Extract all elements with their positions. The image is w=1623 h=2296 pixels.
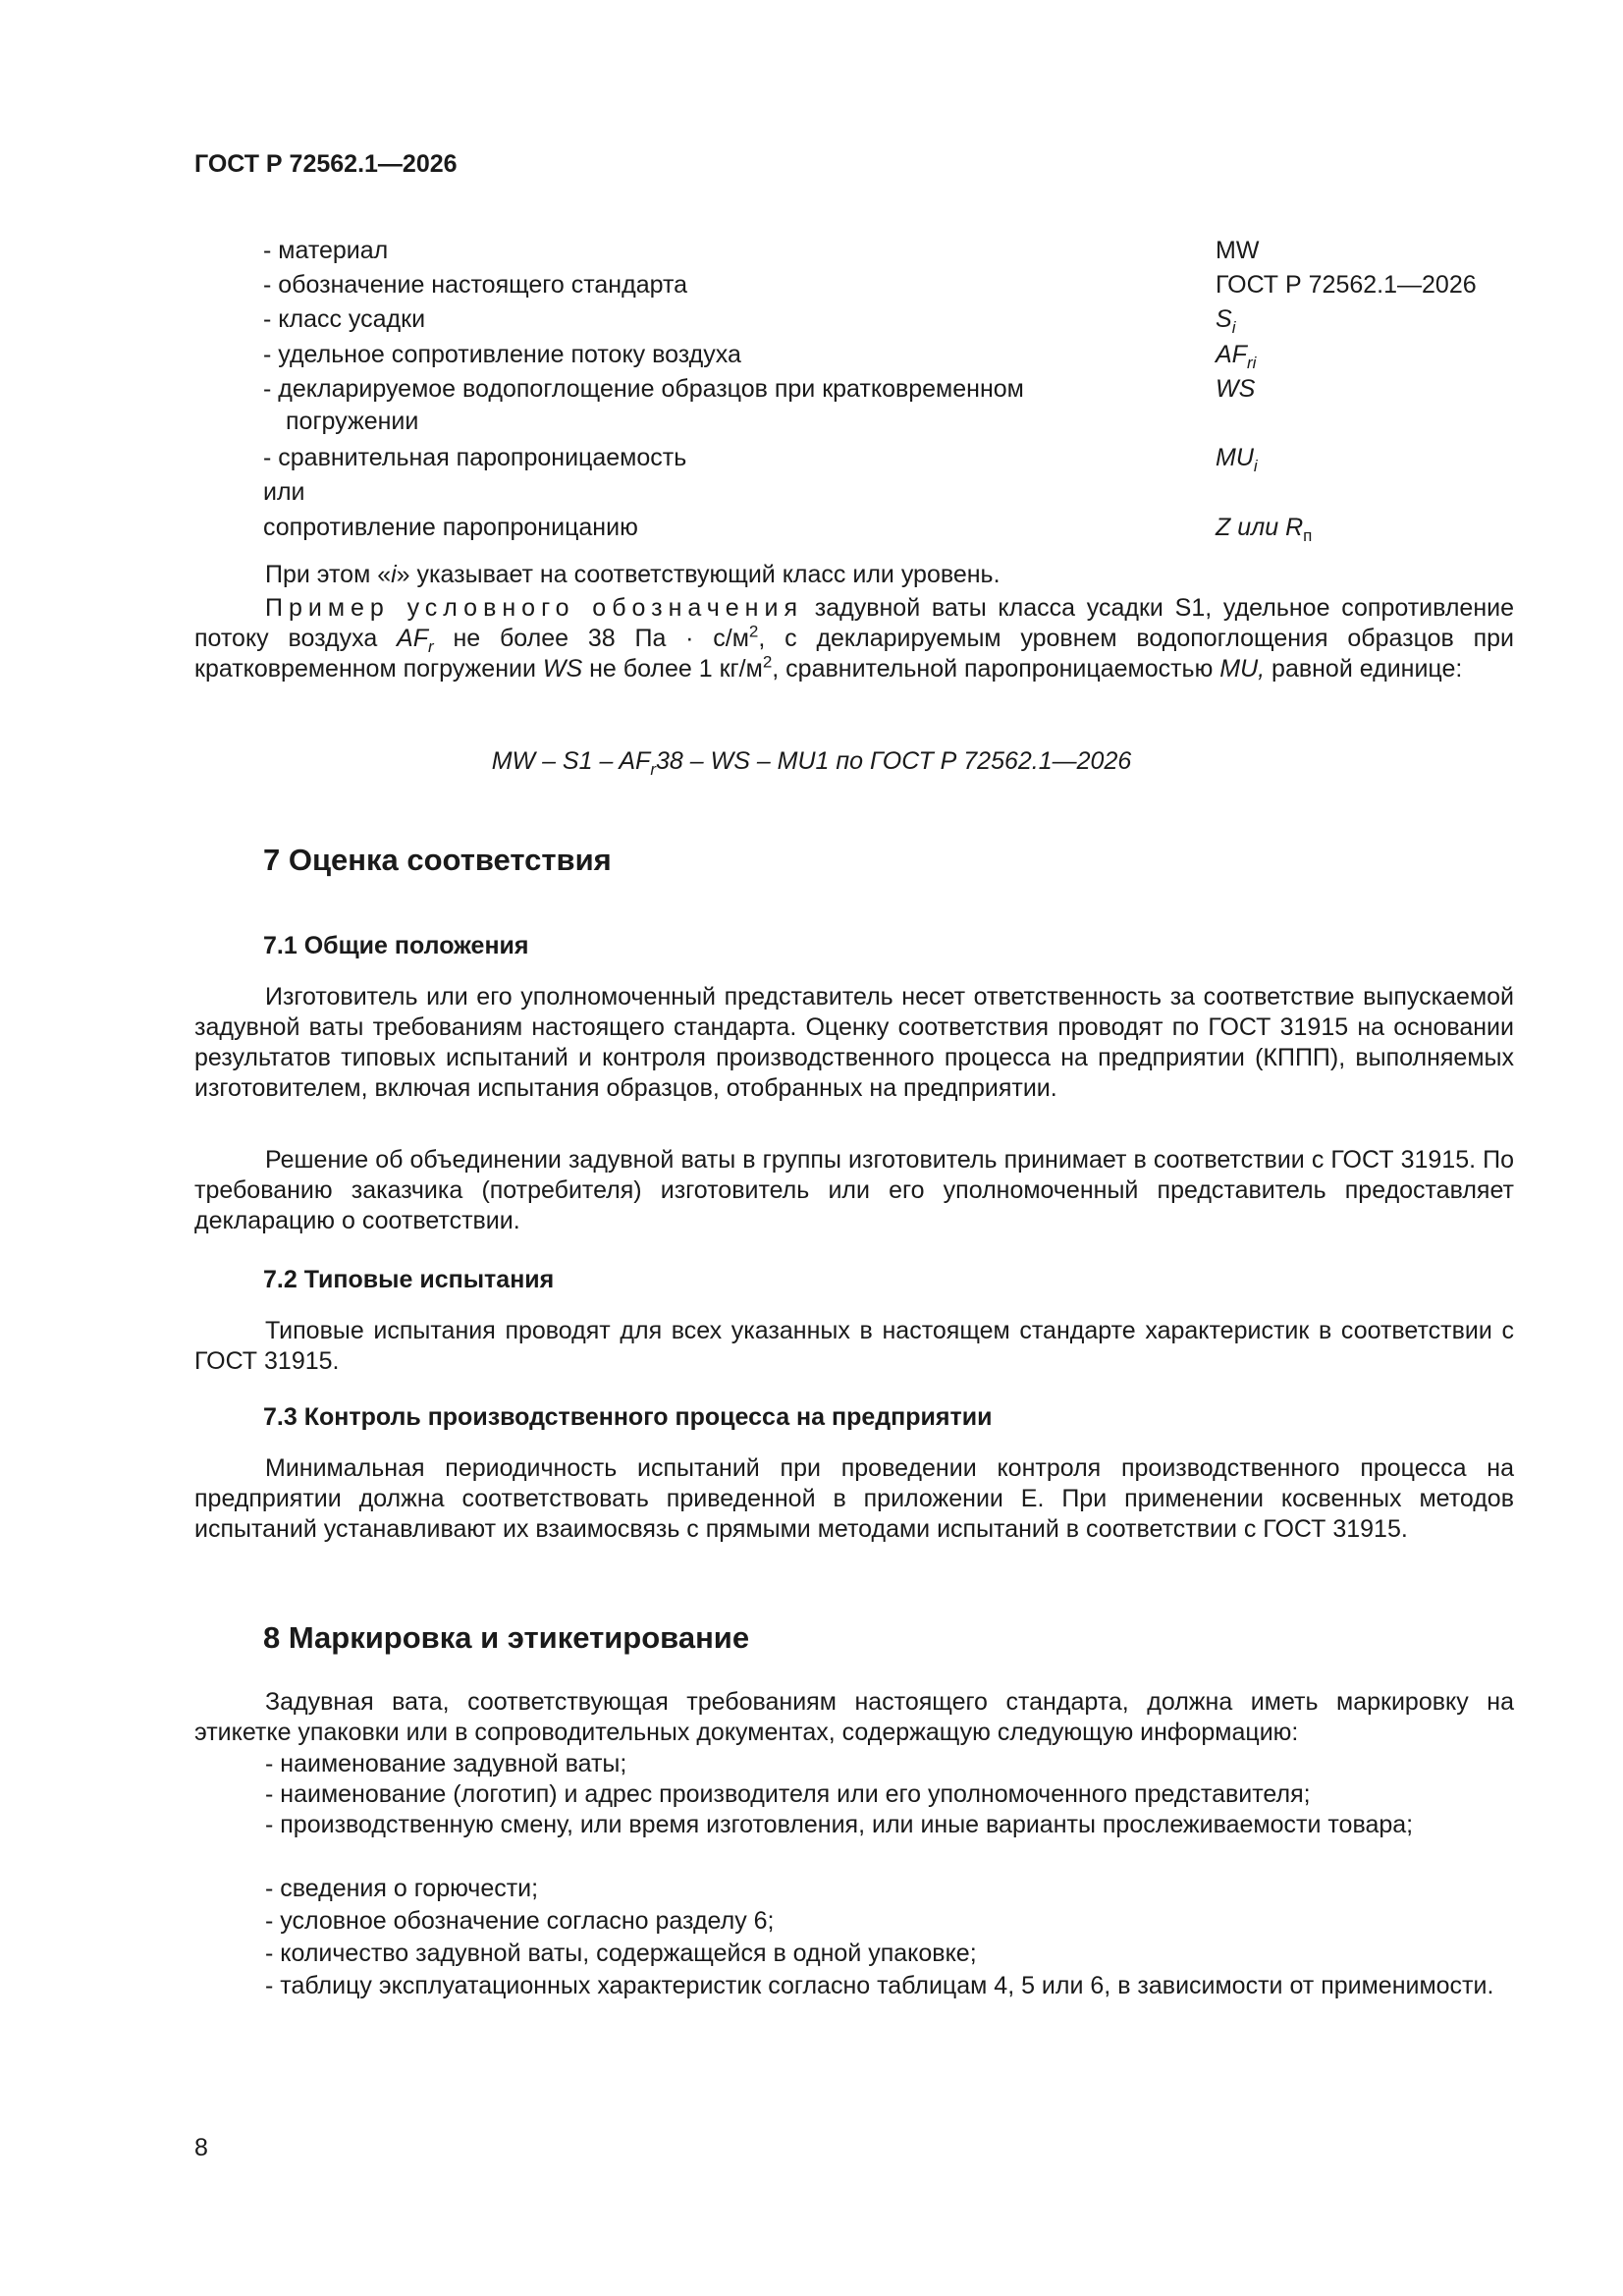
document-header: ГОСТ Р 72562.1—2026 (194, 150, 458, 178)
section-7-title: 7 Оценка соответствия (263, 843, 612, 877)
section-7-3-title: 7.3 Контроль производственного процесса на предприятии (263, 1403, 993, 1431)
designation-formula: MW – $S1 - AF_r38$ – WS – MU1 по ГОСТ Р 72562.1—2026 (491, 747, 1132, 779)
list-item: - таблицу эксплуатационных характеристик согласно таблицам 4, 5 или 6, в зависимости от применимости. (265, 1972, 1494, 1999)
list-item: - производственную смену, или время изготовления, или иные варианты прослеживаемости товара; (265, 1811, 1414, 1838)
note-paragraph: При этом «i» указывает на соответствующий класс или уровень. (265, 561, 1001, 588)
list-item: - наименование задувной ваты; (265, 1750, 627, 1777)
list-item: - условное обозначение согласно разделу 6; (265, 1907, 775, 1935)
section-7-2-paragraph: Типовые испытания проводят для всех указанных в настоящем стандарте характеристик в соответствии с ГОСТ 31915. (194, 1317, 1514, 1375)
section-7-3-paragraph: Минимальная периодичность испытаний при проведении контроля производственного процесса на предприятии должна соответствовать приведенной в приложении Е. При применении косвенных методов испытаний устанавливают их взаимосвязь с прямыми методами испытаний в соответствии с ГОСТ 31915. (194, 1454, 1514, 1543)
section-7-1-paragraph-1: Изготовитель или его уполномоченный представитель несет ответственность за соответствие выпускаемой задувной ваты требованиям настоящего стандарта. Оценку соответствия проводят по ГОСТ 31915 на основании результатов типовых испытаний и контроля производственного процесса на предприятии (КППП), выполняемых изготовителем, включая испытания образцов, отобранных на предприятии. (194, 983, 1514, 1102)
list-item: - наименование (логотип) и адрес производителя или его уполномоченного представителя; (265, 1780, 1311, 1808)
document-page: ГОСТ Р 72562.1—2026 - материал MW - обозначение настоящего стандарта ГОСТ Р 72562.1—2026 - класс усадки $S_i$ - удельное сопротивление потоку воздуха $AF_{ri}$ - декларируемое водопоглощение образцов при кратковременном WS погружении - сравнительная паропроницаемость $MU_i$ или сопротивление паропроницанию Z или $R_п$ При этом «i» указывает на соответствующий класс или уровень. Пример условного обозначения задувной ваты класса усадки S1, удельное сопротивление потоку воздуха $AF_r$ не более 38 Па · $с/м^2$, с декларируемым уровнем водопоглощения образцов при кратковременном погружении WS не более 1 $кг/м^2$, сравнительной паропроницаемостью MU, равной единице: MW – $S1 - AF_r38$ – WS – MU1 по ГОСТ Р 72562.1—2026 7 Оценка соответствия 7.1 Общие положения Изготовитель или его уполномоченный представитель несет ответственность за соответствие выпускаемой задувной ваты требованиям настоящего стандарта. Оценку соответствия проводят по ГОСТ 31915 на основании результатов типовых испытаний и контроля производственного процесса на предприятии (КППП), выполняемых изготовителем, включая испытания образцов, отобранных на предприятии. Решение об объединении задувной ваты в группы изготовитель принимает в соответствии с ГОСТ 31915. По требованию заказчика (потребителя) изготовитель или его уполномоченный представитель предоставляет декларацию о соответствии. 7.2 Типовые испытания Типовые испытания проводят для всех указанных в настоящем стандарте характеристик в соответствии с ГОСТ 31915. 7.3 Контроль производственного процесса на предприятии Минимальная периодичность испытаний при проведении контроля производственного процесса на предприятии должна соответствовать приведенной в приложении Е. При применении косвенных методов испытаний устанавливают их взаимосвязь с прямыми методами испытаний в соответствии с ГОСТ 31915. 8 Маркировка и этикетирование Задувная вата, соответствующая требованиям настоящего стандарта, должна иметь маркировку на этикетке упаковки или в сопроводительных документах, содержащую следующую информацию: - наименование задувной ваты; - наименование (логотип) и адрес производителя или его уполномоченного представителя; - производственную смену, или время изготовления, или иные варианты прослеживаемости товара; - сведения о горючести; - условное обозначение согласно разделу 6; - количество задувной ваты, содержащейся в одной упаковке; - таблицу эксплуатационных характеристик согласно таблицам 4, 5 или 6, в зависимости от применимости. 8 (0, 0, 1623, 2296)
example-paragraph: Пример условного обозначения задувной ваты класса усадки S1, удельное сопротивление потоку воздуха $AF_r$ не более 38 Па · $с/м^2$, с декларируемым уровнем водопоглощения образцов при кратковременном погружении WS не более 1 $кг/м^2$, сравнительной паропроницаемостью MU, равной единице: (194, 594, 1514, 683)
section-7-1-title: 7.1 Общие положения (263, 932, 529, 959)
section-7-1-paragraph-2: Решение об объединении задувной ваты в группы изготовитель принимает в соответствии с ГОСТ 31915. По требованию заказчика (потребителя) изготовитель или его уполномоченный представитель предоставляет декларацию о соответствии. (194, 1146, 1514, 1234)
list-item: - сведения о горючести; (265, 1875, 539, 1902)
page-number: 8 (194, 2134, 208, 2161)
list-item: - количество задувной ваты, содержащейся в одной упаковке; (265, 1940, 977, 1967)
section-8-title: 8 Маркировка и этикетирование (263, 1620, 750, 1655)
section-8-intro: Задувная вата, соответствующая требованиям настоящего стандарта, должна иметь маркировку на этикетке упаковки или в сопроводительных документах, содержащую следующую информацию: (194, 1688, 1514, 1746)
section-7-2-title: 7.2 Типовые испытания (263, 1266, 555, 1293)
